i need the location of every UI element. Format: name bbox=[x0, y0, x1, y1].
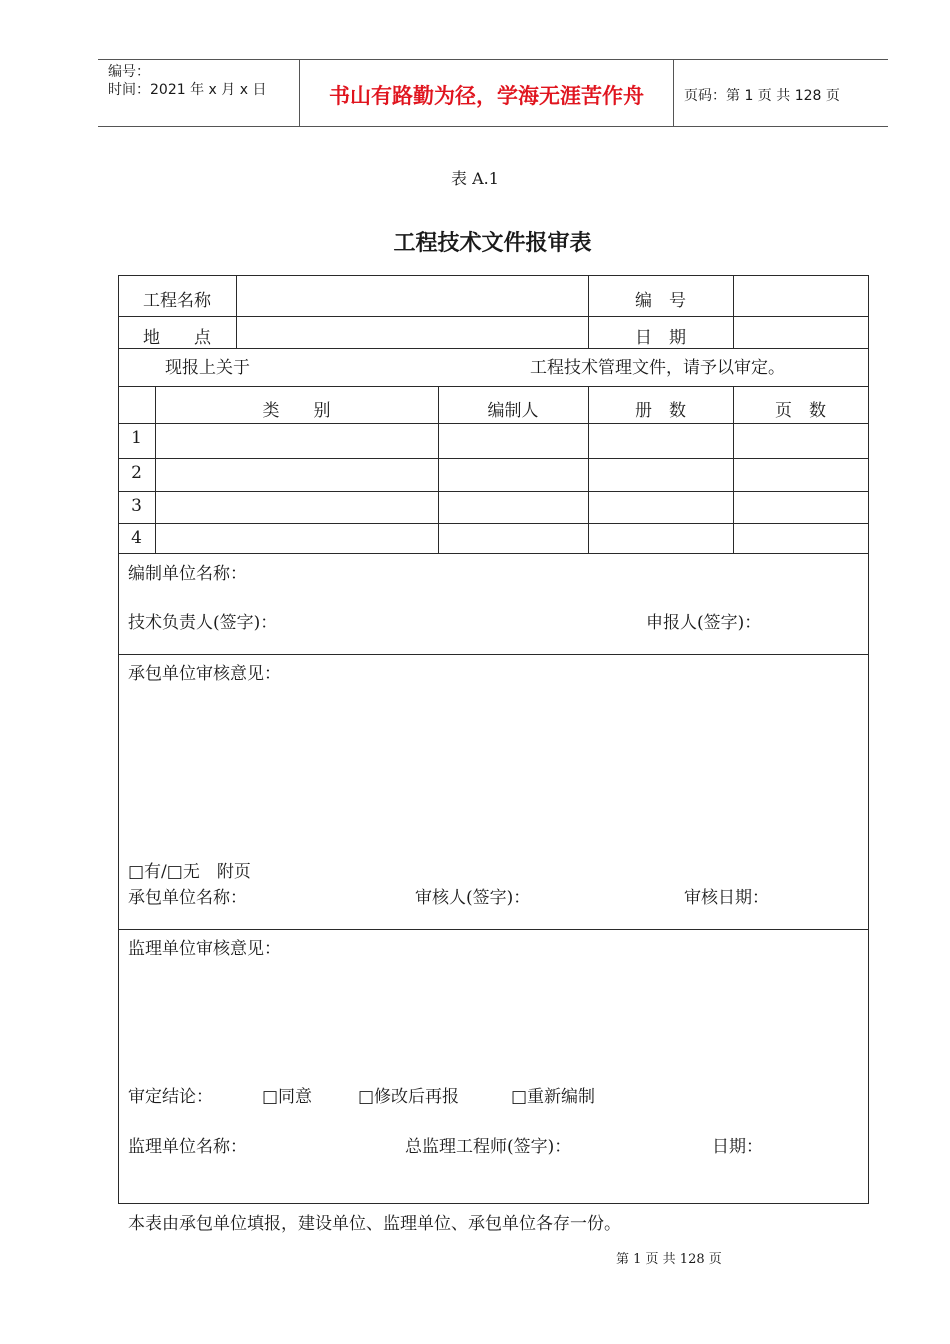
form-rule bbox=[118, 491, 869, 492]
page-number: 第 1 页 共 128 页 bbox=[616, 1252, 722, 1267]
contractor-name-label: 承包单位名称： bbox=[128, 888, 247, 908]
form-rule bbox=[118, 458, 869, 459]
report-suffix: 工程技术管理文件，请予以审定。 bbox=[530, 358, 785, 378]
header-bottom-rule bbox=[98, 126, 888, 127]
location-label: 地 点 bbox=[143, 328, 211, 348]
header-page-info: 页码：第 1 页 共 128 页 bbox=[684, 88, 840, 104]
time-label: 时间：2021 年 x 月 x 日 bbox=[108, 82, 267, 98]
declarant-sign-label: 申报人(签字)： bbox=[646, 613, 762, 633]
option-revise-checkbox: □修改后再报 bbox=[358, 1087, 460, 1107]
contractor-opinion-label: 承包单位审核意见： bbox=[128, 664, 281, 684]
serial-no-label: 编 号 bbox=[635, 291, 686, 311]
form-rule bbox=[118, 553, 869, 554]
reviewer-sign-label: 审核人(签字)： bbox=[415, 888, 531, 908]
row-number: 4 bbox=[131, 528, 142, 548]
form-title: 工程技术文件报审表 bbox=[393, 231, 592, 256]
header-meta bbox=[108, 63, 266, 99]
date-label: 日 期 bbox=[635, 328, 686, 348]
compiler-unit-label: 编制单位名称： bbox=[128, 564, 247, 584]
column-header: 页 数 bbox=[775, 401, 826, 421]
row-number: 3 bbox=[131, 496, 142, 516]
row-number: 2 bbox=[131, 463, 142, 483]
table-id: 表 A.1 bbox=[451, 169, 499, 188]
header-motto: 书山有路勤为径，学海无涯苦作舟 bbox=[329, 84, 644, 108]
form-rule bbox=[118, 423, 869, 424]
supervisor-name-label: 监理单位名称： bbox=[128, 1137, 247, 1157]
serial-label: 编号： bbox=[108, 64, 150, 80]
date-field-label: 日期： bbox=[712, 1137, 763, 1157]
project-name-label: 工程名称 bbox=[143, 291, 211, 311]
form-rule bbox=[118, 654, 869, 655]
form-col-divider bbox=[236, 275, 237, 348]
option-recompile-checkbox: □重新编制 bbox=[511, 1087, 596, 1107]
option-agree-checkbox: □同意 bbox=[262, 1087, 313, 1107]
form-col-divider bbox=[733, 275, 734, 348]
column-header: 编制人 bbox=[487, 401, 539, 421]
column-header: 类 别 bbox=[262, 401, 331, 421]
attachment-checkbox-label: □有/□无 附页 bbox=[128, 862, 251, 882]
form-rule bbox=[118, 316, 869, 317]
review-date-label: 审核日期： bbox=[684, 888, 769, 908]
supervisor-opinion-label: 监理单位审核意见： bbox=[128, 939, 281, 959]
column-header: 册 数 bbox=[635, 401, 686, 421]
header-top-rule bbox=[98, 59, 888, 60]
report-prefix: 现报上关于 bbox=[165, 358, 250, 378]
form-rule bbox=[118, 386, 869, 387]
chief-supervisor-sign-label: 总监理工程师(签字)： bbox=[405, 1137, 572, 1157]
form-border-right bbox=[868, 275, 869, 1204]
header-divider bbox=[673, 60, 674, 127]
footnote: 本表由承包单位填报，建设单位、监理单位、承包单位各存一份。 bbox=[128, 1214, 621, 1234]
form-rule bbox=[118, 348, 869, 349]
form-border-bottom bbox=[118, 1203, 869, 1204]
form-rule bbox=[118, 929, 869, 930]
form-rule bbox=[118, 523, 869, 524]
tech-lead-sign-label: 技术负责人(签字)： bbox=[128, 613, 278, 633]
row-number: 1 bbox=[131, 428, 142, 448]
conclusion-label: 审定结论： bbox=[128, 1087, 213, 1107]
form-border-left bbox=[118, 275, 119, 1204]
form-border-top bbox=[118, 275, 869, 276]
